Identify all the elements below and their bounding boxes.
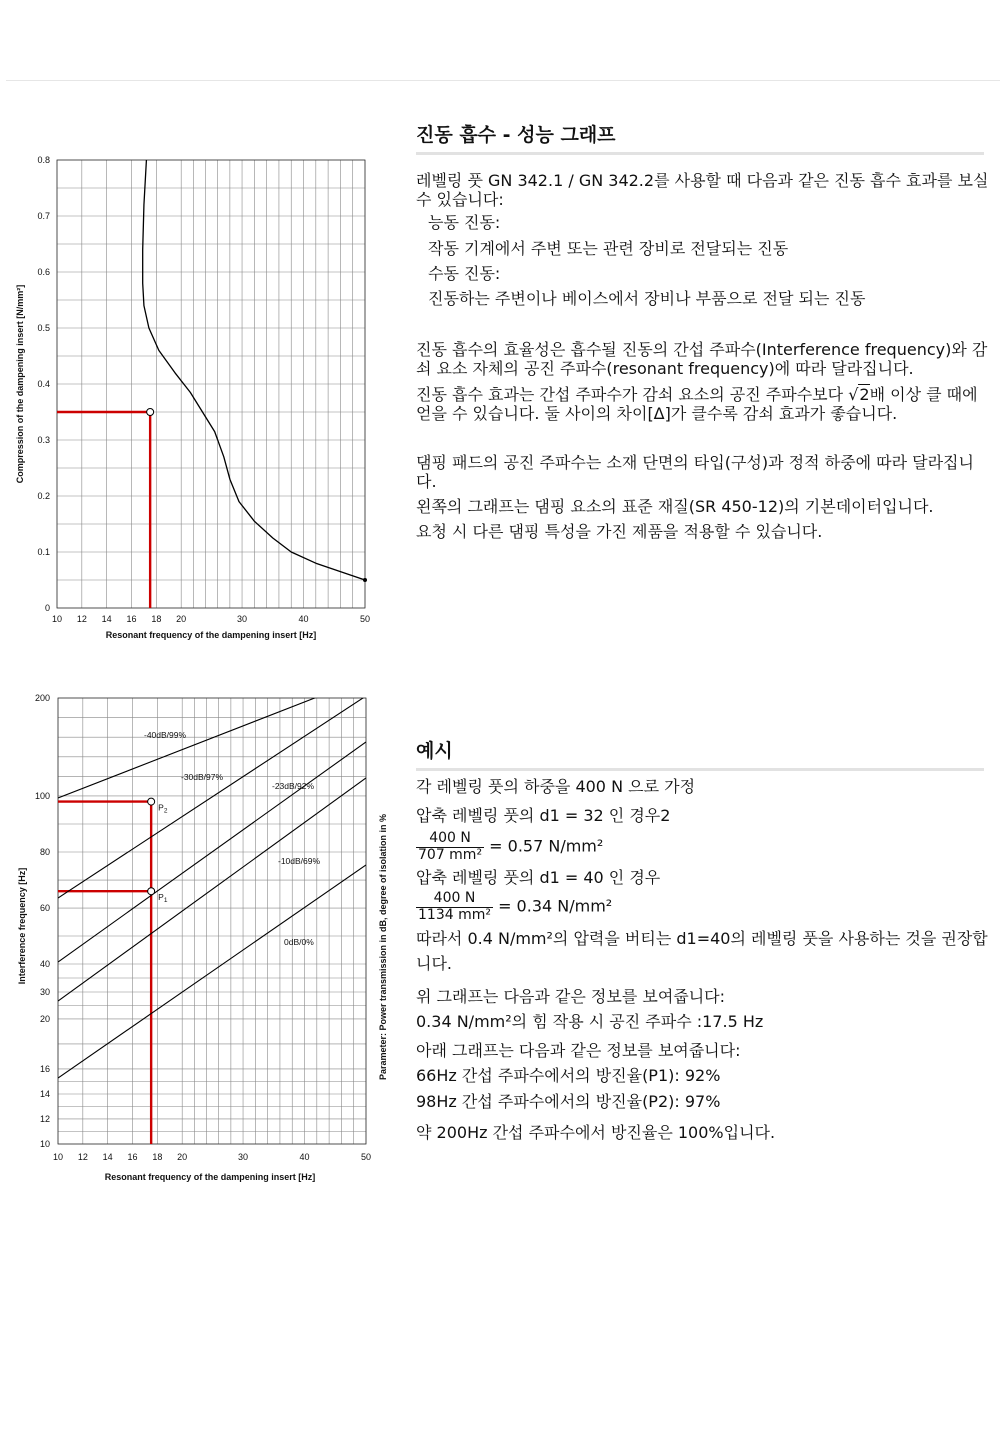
fraction-2-numerator: 400 N	[416, 891, 493, 908]
compression-curve	[143, 160, 365, 580]
example-description	[416, 777, 990, 1142]
plot-frame	[58, 698, 366, 1144]
x-tick-label: 30	[237, 614, 248, 624]
interference-chart	[0, 680, 400, 1200]
isolation-line-label: -40dB/99%	[144, 730, 187, 740]
fraction-1-result: = 0.57 N/mm²	[489, 837, 604, 857]
example-d40: 압축 레벨링 풋의 d1 = 40 인 경우	[416, 867, 661, 887]
efficiency-paragraph: 진동 흡수의 효율성은 흡수될 진동의 간섭 주파수(Interference frequency)와 감쇠 요소 자체의 공진 주파수(resonant frequency)에 따라 달라집니다.	[416, 340, 988, 379]
p2-guide-line	[58, 802, 151, 1144]
y-tick-label: 60	[39, 903, 50, 914]
point-label-subscript: 1	[163, 897, 168, 905]
point-label: $P_1$	[158, 892, 168, 905]
passive-vibration-text: 진동하는 주변이나 베이스에서 장비나 부품으로 전달 되는 진동	[428, 288, 866, 308]
x-axis-title: Resonant frequency of the dampening insert [Hz]	[104, 1172, 316, 1182]
marker-point	[147, 409, 154, 416]
x-tick-label: 50	[359, 614, 371, 624]
fraction-1-denominator: 707 mm²	[418, 847, 483, 864]
passive-vibration-label: 수동 진동:	[428, 263, 501, 283]
marker-guide-line	[57, 412, 150, 608]
point-label: $P_2$	[158, 802, 168, 815]
y-tick-label: 0	[44, 603, 50, 613]
y-tick-label: 0.7	[37, 211, 50, 221]
example-recommendation: 따라서 0.4 N/mm²의 압력을 버티는 d1=40의 레벨링 풋을 사용하는 것을 권장합니다.	[416, 929, 988, 974]
point-marker	[148, 888, 155, 895]
fraction-2	[416, 891, 493, 923]
x-tick-label: 40	[298, 614, 309, 624]
example-load: 각 레벨링 풋의 하중을 400 N 으로 가정	[416, 777, 696, 796]
y-axis-title: Interference frequency [Hz]	[17, 867, 27, 985]
x-tick-label: 40	[299, 1152, 310, 1162]
fraction-2-denominator: 1134 mm²	[418, 906, 491, 923]
y-tick-label: 0.6	[37, 267, 50, 277]
lower-graph-200hz: 약 200Hz 간섭 주파수에서 방진율은 100%입니다.	[416, 1122, 776, 1142]
x-tick-label: 10	[52, 1152, 64, 1162]
y-tick-label: 20	[39, 1013, 50, 1024]
sqrt-value: 2	[859, 384, 870, 404]
sqrt-text-a: 진동 흡수 효과는 간섭 주파수가 감쇠 요소의 공진 주파수보다	[416, 384, 849, 404]
y-tick-label: 14	[39, 1089, 50, 1100]
y-tick-label: 12	[39, 1113, 50, 1124]
isolation-line	[58, 696, 366, 898]
y-tick-label: 16	[39, 1063, 50, 1074]
y-axis-title: Compression of the dampening insert [N/mm²]	[15, 284, 25, 484]
y-tick-label: 10	[39, 1139, 50, 1149]
point-label-subscript: 2	[163, 807, 168, 815]
x-tick-label: 14	[101, 614, 112, 624]
section-title-example: 예시	[416, 736, 984, 771]
x-tick-label: 50	[360, 1152, 372, 1162]
lower-graph-info: 아래 그래프는 다음과 같은 정보를 보여줍니다:	[416, 1041, 741, 1061]
lower-graph-p2: 98Hz 간섭 주파수에서의 방진율(P2): 97%	[416, 1091, 721, 1111]
point-marker	[148, 798, 155, 805]
upper-graph-result: 0.34 N/mm²의 힘 작용 시 공진 주파수 :17.5 Hz	[416, 1012, 764, 1032]
y-tick-label: 30	[39, 987, 50, 998]
section-title-performance: 진동 흡수 - 성능 그래프	[416, 120, 984, 155]
x-tick-label: 20	[177, 1152, 188, 1162]
x-tick-label: 16	[126, 614, 137, 624]
isolation-line-label: 0dB/0%	[284, 937, 314, 947]
isolation-line	[58, 778, 366, 1001]
x-tick-label: 30	[238, 1152, 249, 1162]
isolation-line	[58, 865, 366, 1078]
x-tick-label: 18	[152, 1152, 163, 1162]
y-tick-label: 0.1	[37, 547, 50, 557]
performance-description	[416, 171, 990, 542]
x-tick-label: 12	[77, 1152, 88, 1162]
y-tick-label: 80	[39, 847, 50, 858]
x-tick-label: 18	[151, 614, 162, 624]
x-tick-label: 20	[176, 614, 187, 624]
y-tick-label: 0.5	[37, 323, 50, 333]
y-tick-label: 40	[39, 958, 50, 969]
fraction-1	[416, 831, 484, 863]
lower-graph-p1: 66Hz 간섭 주파수에서의 방진율(P1): 92%	[416, 1066, 721, 1086]
isolation-line-label: -30dB/97%	[181, 772, 224, 782]
fraction-row-2	[416, 891, 990, 923]
active-vibration-text: 작동 기계에서 주변 또는 관련 장비로 전달되는 진동	[428, 238, 789, 258]
x-axis-title: Resonant frequency of the dampening insert [Hz]	[105, 630, 317, 640]
fraction-row-1	[416, 831, 990, 863]
upper-graph-info: 위 그래프는 다음과 같은 정보를 보여줍니다:	[416, 986, 726, 1006]
request-paragraph: 요청 시 다른 댐핑 특성을 가진 제품을 적용할 수 있습니다.	[416, 522, 823, 542]
y-tick-label: 100	[34, 790, 50, 801]
fraction-2-result: = 0.34 N/mm²	[498, 896, 613, 916]
y-tick-label: 0.4	[37, 379, 50, 389]
sqrt-condition-paragraph	[416, 385, 990, 423]
active-vibration-label: 능동 진동:	[428, 213, 501, 233]
x-tick-label: 14	[102, 1152, 113, 1162]
standard-material-paragraph: 왼쪽의 그래프는 댐핑 요소의 표준 재질(SR 450-12)의 기본데이터입니다.	[416, 497, 934, 517]
isolation-line-label: -10dB/69%	[278, 856, 321, 866]
resonance-paragraph: 댐핑 패드의 공진 주파수는 소재 단면의 타입(구성)과 정적 하중에 따라 달라집니다.	[416, 452, 974, 492]
compression-chart	[0, 140, 400, 660]
fraction-1-numerator: 400 N	[416, 831, 484, 848]
y-tick-label: 0.8	[37, 155, 50, 165]
y-tick-label: 0.3	[37, 435, 50, 445]
sqrt-text-b: 배 이상 클 때에 얻을 수 있습니다. 둘 사이의 차이[Δ]가 클수록 감쇠 효과가 좋습니다.	[416, 384, 978, 423]
intro-paragraph: 레벨링 풋 GN 342.1 / GN 342.2를 사용할 때 다음과 같은 진동 흡수 효과를 보실 수 있습니다:	[416, 171, 989, 210]
y-tick-label: 0.2	[37, 491, 50, 501]
sqrt-symbol: √	[848, 384, 859, 404]
isolation-line-label: -23dB/92%	[272, 781, 315, 791]
example-d32: 압축 레벨링 풋의 d1 = 32 인 경우2	[416, 806, 671, 826]
y-axis-title-right: Parameter: Power transmission in dB, degree of isolation in %	[378, 813, 388, 1081]
curve-end-point	[363, 578, 367, 582]
y-tick-label: 200	[34, 693, 50, 703]
x-tick-label: 12	[76, 614, 87, 624]
top-divider	[6, 80, 1000, 81]
x-tick-label: 10	[51, 614, 63, 624]
x-tick-label: 16	[127, 1152, 138, 1162]
